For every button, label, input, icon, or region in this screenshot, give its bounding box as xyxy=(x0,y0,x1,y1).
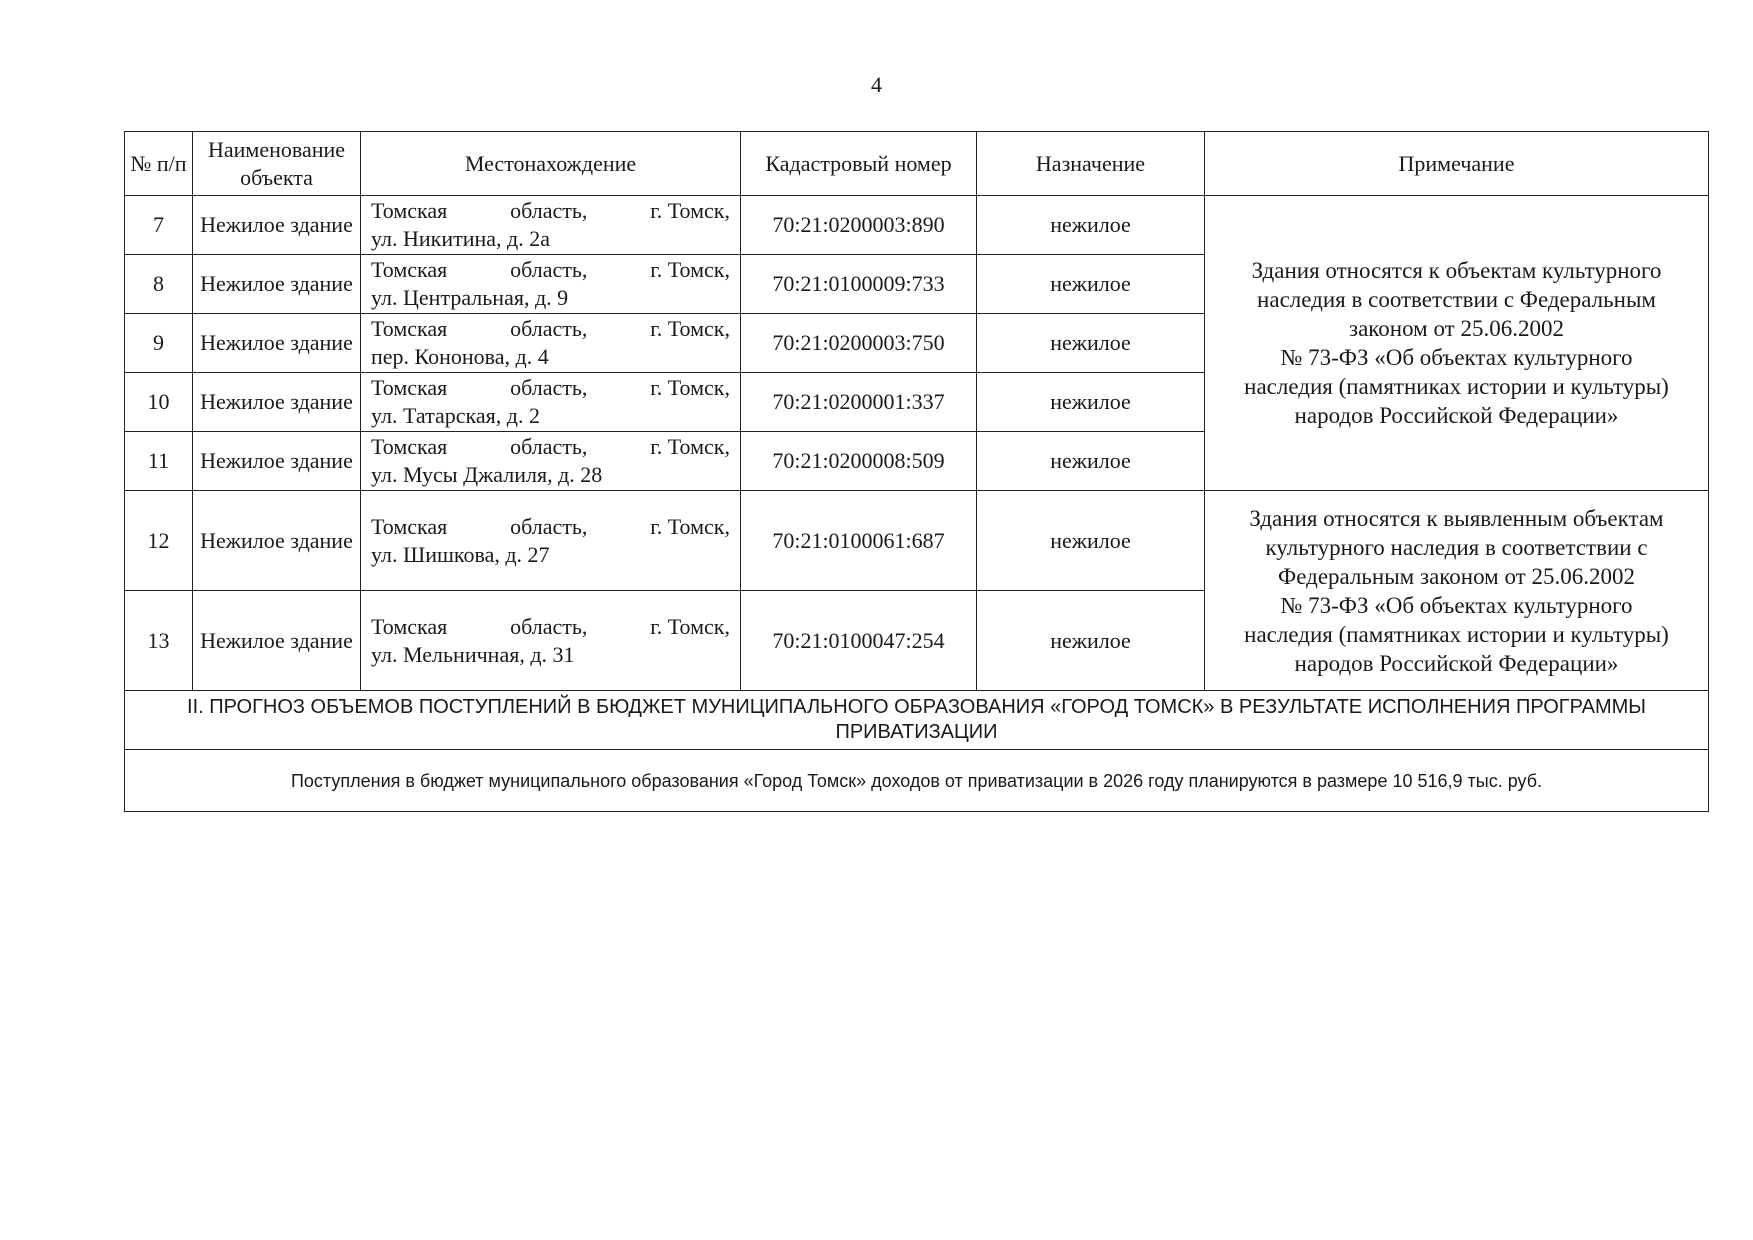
object-purpose: нежилое xyxy=(977,491,1205,591)
cadastral-number: 70:21:0200003:890 xyxy=(741,196,977,255)
row-number: 11 xyxy=(125,432,193,491)
row-number: 8 xyxy=(125,255,193,314)
header-location: Местонахождение xyxy=(361,132,741,196)
object-location: Томская область, г. Томск, ул. Центральная, д. 9 xyxy=(361,255,741,314)
object-purpose: нежилое xyxy=(977,196,1205,255)
header-name: Наименование объекта xyxy=(193,132,361,196)
object-location: Томская область, г. Томск, ул. Никитина, д. 2а xyxy=(361,196,741,255)
summary-row xyxy=(125,750,1709,812)
row-number: 9 xyxy=(125,314,193,373)
object-location: Томская область, г. Томск, пер. Кононова, д. 4 xyxy=(361,314,741,373)
row-number: 10 xyxy=(125,373,193,432)
section-title: II. ПРОГНОЗ ОБЪЕМОВ ПОСТУПЛЕНИЙ В БЮДЖЕТ МУНИЦИПАЛЬНОГО ОБРАЗОВАНИЯ «ГОРОД ТОМСК» В РЕЗУЛЬТАТЕ ИСПОЛНЕНИЯ ПРОГРАММЫ ПРИВАТИЗАЦИИ xyxy=(125,691,1709,750)
header-purpose: Назначение xyxy=(977,132,1205,196)
note-identified-heritage: Здания относятся к выявленным объектам культурного наследия в соответствии с Федеральным законом от 25.06.2002 № 73-ФЗ «Об объектах культурного наследия (памятниках истории и культуры) народов Российской Федерации» xyxy=(1205,491,1709,691)
object-purpose: нежилое xyxy=(977,255,1205,314)
object-purpose: нежилое xyxy=(977,314,1205,373)
cadastral-number: 70:21:0200008:509 xyxy=(741,432,977,491)
object-location: Томская область, г. Томск, ул. Мельничная, д. 31 xyxy=(361,591,741,691)
cadastral-number: 70:21:0100061:687 xyxy=(741,491,977,591)
section-title-row xyxy=(125,691,1709,750)
note-cultural-heritage: Здания относятся к объектам культурного наследия в соответствии с Федеральным законом от 25.06.2002 № 73-ФЗ «Об объектах культурного наследия (памятниках истории и культуры) народов Российской Федерации» xyxy=(1205,196,1709,491)
cadastral-number: 70:21:0200001:337 xyxy=(741,373,977,432)
cadastral-number: 70:21:0100009:733 xyxy=(741,255,977,314)
cadastral-number: 70:21:0100047:254 xyxy=(741,591,977,691)
object-name: Нежилое здание xyxy=(193,432,361,491)
object-name: Нежилое здание xyxy=(193,591,361,691)
header-note: Примечание xyxy=(1205,132,1709,196)
table-row xyxy=(125,491,1709,591)
row-number: 13 xyxy=(125,591,193,691)
object-purpose: нежилое xyxy=(977,373,1205,432)
object-purpose: нежилое xyxy=(977,432,1205,491)
table-row xyxy=(125,196,1709,255)
page-number: 4 xyxy=(871,72,882,97)
object-name: Нежилое здание xyxy=(193,491,361,591)
row-number: 7 xyxy=(125,196,193,255)
privatization-table xyxy=(124,131,1709,812)
table-header-row xyxy=(125,132,1709,196)
object-purpose: нежилое xyxy=(977,591,1205,691)
budget-summary: Поступления в бюджет муниципального образования «Город Томск» доходов от приватизации в 2026 году планируются в размере 10 516,9 тыс. руб. xyxy=(125,750,1709,812)
header-cadastral: Кадастровый номер xyxy=(741,132,977,196)
object-name: Нежилое здание xyxy=(193,196,361,255)
header-num: № п/п xyxy=(125,132,193,196)
object-location: Томская область, г. Томск, ул. Мусы Джалиля, д. 28 xyxy=(361,432,741,491)
object-name: Нежилое здание xyxy=(193,373,361,432)
cadastral-number: 70:21:0200003:750 xyxy=(741,314,977,373)
row-number: 12 xyxy=(125,491,193,591)
object-name: Нежилое здание xyxy=(193,314,361,373)
object-name: Нежилое здание xyxy=(193,255,361,314)
object-location: Томская область, г. Томск, ул. Шишкова, д. 27 xyxy=(361,491,741,591)
object-location: Томская область, г. Томск, ул. Татарская, д. 2 xyxy=(361,373,741,432)
